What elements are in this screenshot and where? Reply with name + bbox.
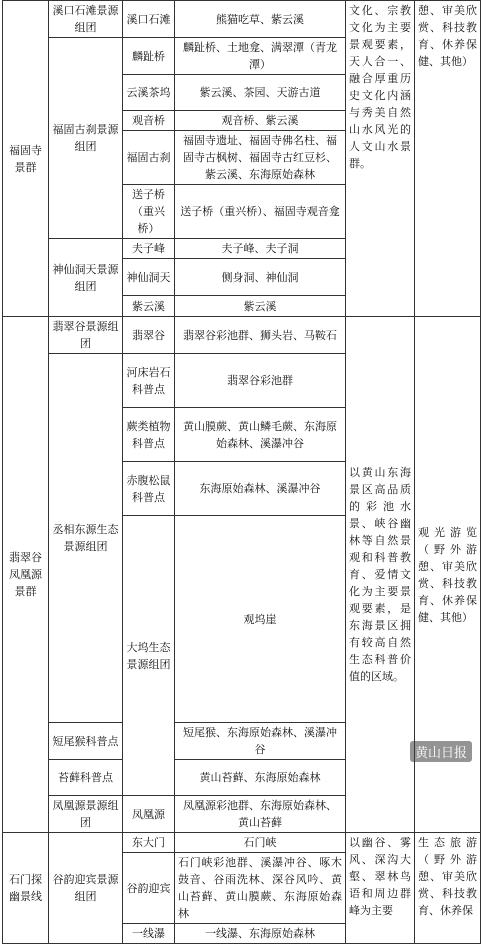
spot-cell: 观音桥: [123, 111, 175, 131]
spot-cell: 河床岩石科普点: [123, 354, 175, 408]
resources-cell: 福固寺遗址、福固寺佛名柱、福固寺古枫树、福固寺古红豆杉、紫云溪、东海原始森林: [175, 131, 346, 185]
resources-cell: 黄山苔藓、东海原始森林: [175, 760, 346, 796]
spot-cell: 福固古刹: [123, 131, 175, 185]
spot-cell: 麟趾桥: [123, 38, 175, 75]
values-cell: 以幽谷、雾风、深沟大壑、翠林鸟语和周边群峰为主要: [346, 833, 415, 944]
resources-cell: 观音桥、紫云溪: [175, 111, 346, 131]
resources-cell: 黄山膜蕨、黄山鳞毛蕨、东海原始森林、溪瀑冲谷: [175, 408, 346, 462]
resources-cell: 紫云溪、茶园、天游古道: [175, 75, 346, 111]
function-cell: 生态旅游（野外游憩、审美欣赏、科技教育、休养保: [415, 833, 481, 944]
area-cell: 丞相东源生态景源组团: [49, 354, 123, 723]
function-cell: 观光游览（野外游憩、审美欣赏、科技教育、休养保健、其他）: [415, 317, 481, 833]
resources-cell: 凤凰源彩池群、东海原始森林、黄山苔藓: [175, 796, 346, 833]
function-cell: 憩、审美欣赏、科技教育、休养保健、其他）: [415, 1, 481, 317]
resources-cell: 短尾猴、东海原始森林、溪瀑冲谷: [175, 723, 346, 760]
area-cell: 凤凰源景源组团: [49, 796, 123, 833]
scenic-table: [2, 0, 481, 944]
spot-cell: 云溪茶坞: [123, 75, 175, 111]
area-cell: 大坞生态景源组团: [123, 516, 175, 796]
spot-cell: 溪口石滩: [123, 1, 175, 38]
resources-cell: 送子桥（重兴桥）、福固寺观音龛: [175, 185, 346, 239]
area-cell: 翡翠谷景源组团: [49, 317, 123, 354]
values-cell: 以黄山东海景区高品质的彩池水景、峡谷幽林等自然景观和科普教育、爱情文化为主要景观要素，是东海景区拥有较高自然生态科普价值的区域。: [346, 317, 415, 833]
spot-cell: 夫子峰: [123, 239, 175, 259]
spot-cell: 一线瀑: [123, 924, 175, 944]
spot-cell: 神仙洞天: [123, 259, 175, 296]
spot-cell: 东大门: [123, 833, 175, 853]
spot-cell: 观坞崖: [175, 516, 346, 723]
resources-cell: 一线瀑、东海原始森林: [175, 924, 346, 944]
area-cell: 福固古刹景源组团: [49, 38, 123, 239]
spot-cell: 紫云溪: [123, 296, 175, 317]
area-cell: 神仙洞天景源组团: [49, 239, 123, 317]
watermark: 黄山日报: [410, 741, 472, 762]
group-cell: 石门探幽景线: [3, 833, 49, 944]
spot-cell: 翡翠谷: [123, 317, 175, 354]
resources-cell: 麟趾桥、土地龛、满翠潭（青龙潭）: [175, 38, 346, 75]
resources-cell: 石门峡彩池群、溪瀑冲谷、啄木鼓音、谷雨洗林、深谷风吟、黄山苔藓、黄山膜蕨、东海原始森林: [175, 853, 346, 924]
area-cell: 谷韵迎宾景源组团: [49, 833, 123, 944]
resources-cell: 夫子峰、夫子洞: [175, 239, 346, 259]
resources-cell: 翡翠谷彩池群: [175, 354, 346, 408]
resources-cell: 侧身洞、神仙洞: [175, 259, 346, 296]
spot-cell: 送子桥（重兴桥）: [123, 185, 175, 239]
spot-cell: 谷韵迎宾: [123, 853, 175, 924]
area-cell: 溪口石滩景源组团: [49, 1, 123, 38]
resources-cell: 熊猫吃草、紫云溪: [175, 1, 346, 38]
group-cell: 翡翠谷凤凰源景群: [3, 317, 49, 833]
spot-cell: 凤凰源: [123, 796, 175, 833]
spot-cell: 短尾猴科普点: [49, 723, 123, 760]
spot-cell: 赤腹松鼠科普点: [123, 462, 175, 516]
resources-cell: 石门峡: [175, 833, 346, 853]
resources-cell: 东海原始森林、溪瀑冲谷: [175, 462, 346, 516]
resources-cell: 翡翠谷彩池群、狮头岩、马鞍石: [175, 317, 346, 354]
resources-cell: 紫云溪: [175, 296, 346, 317]
spot-cell: 蕨类植物科普点: [123, 408, 175, 462]
values-cell: 文化、宗教文化为主要景观要素，天人合一、融合厚重历史文化内涵与秀美自然山水风光的人文山水景群。: [346, 1, 415, 317]
spot-cell: 苔藓科普点: [49, 760, 123, 796]
group-cell: 福固寺景群: [3, 1, 49, 317]
